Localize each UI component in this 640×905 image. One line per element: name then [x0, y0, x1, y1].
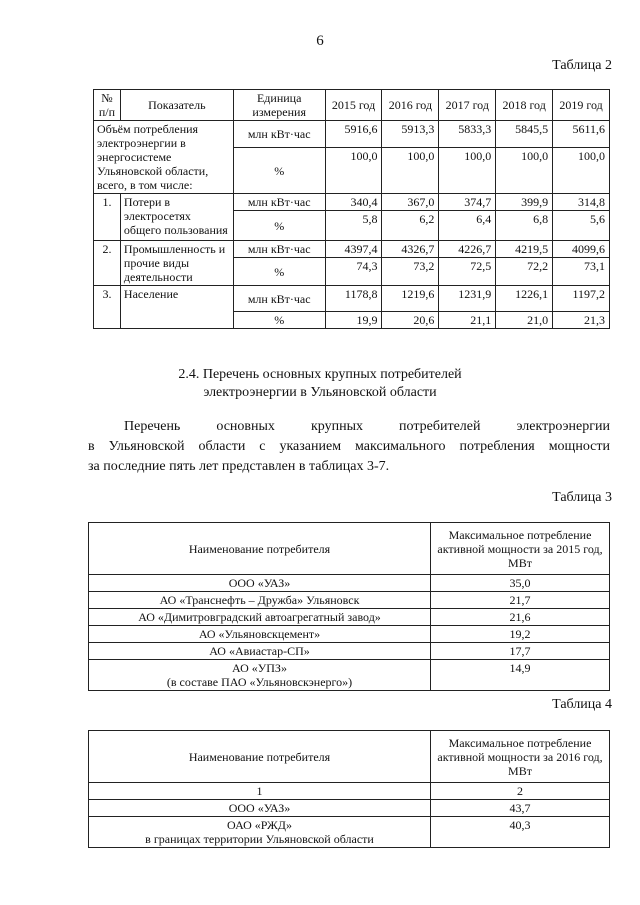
header-max-power: Максимальное потребление активной мощности за 2016 год, МВт	[431, 731, 610, 783]
paragraph-line: Перечень основных крупных потребителей электроэнергии	[124, 419, 610, 434]
table-row	[89, 609, 610, 626]
value-cell: 5913,3	[382, 121, 439, 148]
header-year: 2017 год	[439, 90, 496, 121]
consumer-value: 21,7	[431, 592, 610, 609]
consumer-name-line: АО «УПЗ»	[232, 661, 287, 675]
table-row	[89, 575, 610, 592]
section-paragraph	[88, 417, 610, 477]
value-cell: 1219,6	[382, 286, 439, 312]
unit-cell: млн кВт·час	[233, 241, 325, 258]
table-row	[89, 660, 610, 691]
consumer-value: 35,0	[431, 575, 610, 592]
consumer-name: АО «Димитровградский автоагрегатный завод»	[89, 609, 431, 626]
value-cell: 314,8	[553, 194, 610, 211]
value-cell: 100,0	[325, 148, 382, 194]
row-number: 1.	[94, 194, 121, 241]
table3-consumers-2015	[88, 522, 610, 691]
unit-cell: %	[233, 312, 325, 329]
total-indicator: Объём потребления электроэнергии в энергосистеме Ульяновской области, всего, в том числе:	[94, 121, 234, 194]
value-cell: 21,1	[439, 312, 496, 329]
table-row	[89, 592, 610, 609]
value-cell: 367,0	[382, 194, 439, 211]
row-indicator: Население	[120, 286, 233, 329]
table-row	[89, 643, 610, 660]
consumer-name-line: ОАО «РЖД»	[227, 818, 292, 832]
value-cell: 6,8	[496, 211, 553, 241]
consumer-name-line: в границах территории Ульяновской области	[145, 832, 374, 846]
consumer-value: 43,7	[431, 800, 610, 817]
unit-cell: %	[233, 211, 325, 241]
table2-label: Таблица 2	[552, 58, 612, 73]
table-row	[89, 817, 610, 848]
consumer-value: 21,6	[431, 609, 610, 626]
value-cell: 4326,7	[382, 241, 439, 258]
section-heading-line: 2.4. Перечень основных крупных потребителей	[178, 367, 462, 382]
consumer-name: АО «Транснефть – Дружба» Ульяновск	[89, 592, 431, 609]
value-cell: 21,3	[553, 312, 610, 329]
value-cell: 73,1	[553, 258, 610, 286]
value-cell: 5833,3	[439, 121, 496, 148]
unit-cell: млн кВт·час	[233, 194, 325, 211]
unit-cell: млн кВт·час	[233, 286, 325, 312]
value-cell: 4226,7	[439, 241, 496, 258]
value-cell: 5,8	[325, 211, 382, 241]
value-cell: 21,0	[496, 312, 553, 329]
header-num: № п/п	[94, 90, 121, 121]
consumer-name: ООО «УАЗ»	[89, 800, 431, 817]
unit-cell: млн кВт·час	[233, 121, 325, 148]
header-consumer-name: Наименование потребителя	[89, 523, 431, 575]
header-consumer-name: Наименование потребителя	[89, 731, 431, 783]
header-indicator: Показатель	[120, 90, 233, 121]
header-year: 2016 год	[382, 90, 439, 121]
value-cell: 5845,5	[496, 121, 553, 148]
consumer-name: АО «Авиастар-СП»	[89, 643, 431, 660]
value-cell: 4397,4	[325, 241, 382, 258]
column-number: 1	[89, 783, 431, 800]
value-cell: 100,0	[553, 148, 610, 194]
value-cell: 20,6	[382, 312, 439, 329]
consumer-value: 19,2	[431, 626, 610, 643]
value-cell: 72,5	[439, 258, 496, 286]
column-number: 2	[431, 783, 610, 800]
value-cell: 74,3	[325, 258, 382, 286]
value-cell: 1178,8	[325, 286, 382, 312]
header-year: 2018 год	[496, 90, 553, 121]
table4-label: Таблица 4	[552, 697, 612, 712]
value-cell: 1231,9	[439, 286, 496, 312]
section-heading-line: электроэнергии в Ульяновской области	[203, 385, 437, 400]
value-cell: 399,9	[496, 194, 553, 211]
consumer-name	[89, 817, 431, 848]
table3-label: Таблица 3	[552, 490, 612, 505]
value-cell: 100,0	[382, 148, 439, 194]
table4-header-row	[89, 731, 610, 783]
page-number: 6	[316, 33, 324, 49]
consumer-value: 14,9	[431, 660, 610, 691]
header-year: 2019 год	[553, 90, 610, 121]
value-cell: 72,2	[496, 258, 553, 286]
row-number: 3.	[94, 286, 121, 329]
value-cell: 5916,6	[325, 121, 382, 148]
value-cell: 100,0	[496, 148, 553, 194]
row-indicator: Промышленность и прочие виды деятельности	[120, 241, 233, 286]
section-heading	[0, 366, 640, 402]
value-cell: 340,4	[325, 194, 382, 211]
value-cell: 4219,5	[496, 241, 553, 258]
paragraph-line: за последние пять лет представлен в таблицах 3-7.	[88, 459, 390, 474]
value-cell: 5611,6	[553, 121, 610, 148]
table2-header-row	[94, 90, 610, 121]
header-year: 2015 год	[325, 90, 382, 121]
value-cell: 1197,2	[553, 286, 610, 312]
header-unit: Единица измерения	[233, 90, 325, 121]
unit-cell: %	[233, 148, 325, 194]
row-indicator: Потери в электросетях общего пользования	[120, 194, 233, 241]
table-row	[94, 121, 610, 148]
table-row	[94, 241, 610, 258]
table-row	[89, 783, 610, 800]
value-cell: 73,2	[382, 258, 439, 286]
consumer-name: ООО «УАЗ»	[89, 575, 431, 592]
value-cell: 4099,6	[553, 241, 610, 258]
table-row	[89, 626, 610, 643]
value-cell: 6,2	[382, 211, 439, 241]
value-cell: 5,6	[553, 211, 610, 241]
table4-consumers-2016	[88, 730, 610, 848]
table2-energy-consumption	[93, 89, 610, 329]
value-cell: 19,9	[325, 312, 382, 329]
table-row	[94, 194, 610, 211]
value-cell: 100,0	[439, 148, 496, 194]
table3-header-row	[89, 523, 610, 575]
value-cell: 374,7	[439, 194, 496, 211]
consumer-value: 17,7	[431, 643, 610, 660]
consumer-name	[89, 660, 431, 691]
header-max-power: Максимальное потребление активной мощности за 2015 год, МВт	[431, 523, 610, 575]
consumer-name-line: (в составе ПАО «Ульяновскэнерго»)	[166, 675, 353, 689]
consumer-value: 40,3	[431, 817, 610, 848]
table-row	[89, 800, 610, 817]
paragraph-line: в Ульяновской области с указанием максимального потребления мощности	[88, 439, 610, 454]
table-row	[94, 286, 610, 312]
unit-cell: %	[233, 258, 325, 286]
consumer-name: АО «Ульяновскцемент»	[89, 626, 431, 643]
value-cell: 1226,1	[496, 286, 553, 312]
value-cell: 6,4	[439, 211, 496, 241]
row-number: 2.	[94, 241, 121, 286]
